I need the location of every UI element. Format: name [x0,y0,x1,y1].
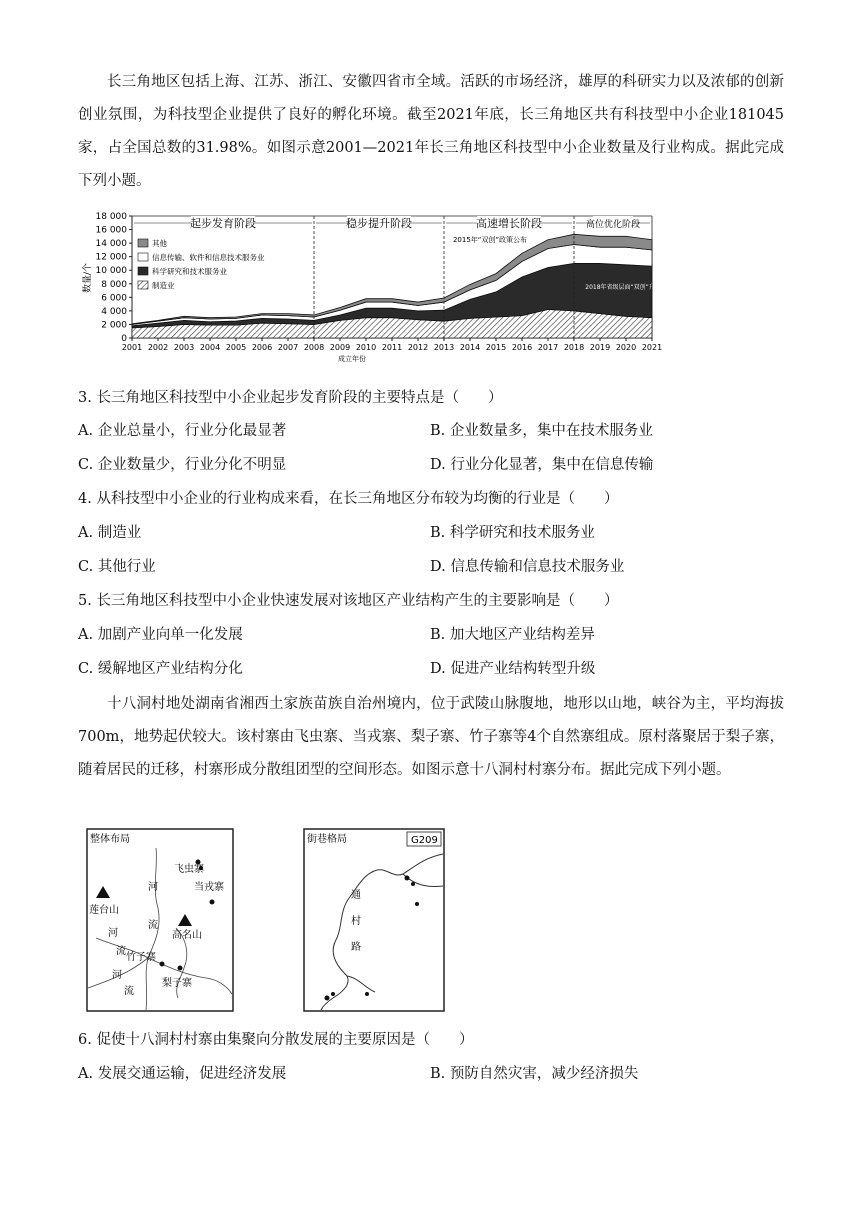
q3-option-d[interactable]: D. 行业分化显著，集中在信息传输 [430,457,654,473]
annotation-2015-policy: 2015年“双创”政策公布 [452,236,528,244]
y-tick-label: 8 000 [101,279,127,290]
x-tick-label: 2019 [589,343,611,352]
x-tick-label: 2001 [121,343,143,352]
x-tick-label: 2005 [225,343,247,352]
q6-option-a[interactable]: A. 发展交通运输，促进经济发展 [78,1066,287,1082]
question-3-stem: 3. 长三角地区科技型中小企业起步发育阶段的主要特点是（ ） [78,390,503,406]
y-tick-label: 6 000 [101,293,127,304]
intro-paragraph-2: 十八洞村地处湖南省湘西土家族苗族自治州境内，位于武陵山脉腹地，地形以山地，峡谷为主，平均海拔700m，地势起伏较大。该村寨由飞虫寨、当戎寨、梨子寨、竹子寨等4个自然寨组成。原村落聚居于梨子寨，随着居民的迁移，村寨形成分散组团型的空间形态。如图示意十八洞村村寨分布。据此完成下列小题。 [78,696,784,778]
q3-option-a[interactable]: A. 企业总量小，行业分化最显著 [78,423,287,439]
enterprise-area-chart [80,208,667,370]
q4-option-b[interactable]: B. 科学研究和技术服务业 [430,525,595,541]
village-street-map [303,828,445,1012]
g209-road-label: G209 [411,835,438,846]
intro-paragraph-1: 长三角地区包括上海、江苏、浙江、安徽四省市全域。活跃的市场经济，雄厚的科研实力以及浓郁的创新创业氛围，为科技型企业提供了良好的孵化环境。截至2021年底，长三角地区共有科技型中小企业181045家，占全国总数的31.98%。如图示意2001—2021年长三角地区科技型中小企业数量及行业构成。据此完成下列小题。 [78,74,784,189]
legend-label: 其他 [152,239,167,248]
map-frame [87,829,233,1011]
x-tick-label: 2013 [433,343,455,352]
q6-option-b[interactable]: B. 预防自然灾害，减少经济损失 [430,1066,639,1082]
settlement-marker [325,996,330,1001]
y-tick-label: 10 000 [95,266,127,277]
stage-label: 稳步提升阶段 [346,217,412,230]
river-char: 流 [116,946,126,957]
question-6-stem: 6. 促使十八洞村村寨由集聚向分散发展的主要原因是（ ） [78,1032,474,1048]
legend-label: 制造业 [152,281,175,290]
legend-label: 信息传输、软件和信息技术服务业 [152,253,265,262]
x-tick-label: 2010 [355,343,377,352]
question-4-stem: 4. 从科技型中小企业的行业构成来看，在长三角地区分布较为均衡的行业是（ ） [78,491,619,507]
x-tick-label: 2012 [407,343,429,352]
x-tick-label: 2011 [381,343,403,352]
label-feichong: 飞虫寨 [174,864,204,875]
settlement-marker [411,882,415,886]
q5-option-b[interactable]: B. 加大地区产业结构差异 [430,627,595,643]
q4-option-c[interactable]: C. 其他行业 [78,559,156,575]
x-tick-label: 2015 [485,343,507,352]
x-tick-label: 2004 [199,343,221,352]
label-dangrong: 当戎寨 [194,882,224,893]
village-overall-map [86,828,234,1012]
x-tick-label: 2007 [277,343,299,352]
q4-option-a[interactable]: A. 制造业 [78,525,142,541]
x-tick-label: 2002 [147,343,169,352]
x-tick-label: 2008 [303,343,325,352]
label-gaoming: 高名山 [172,930,202,941]
y-tick-label: 12 000 [95,252,127,263]
river-char: 河 [148,882,158,893]
path-char: 村 [351,916,361,927]
stage-label: 起步发育阶段 [190,217,256,230]
river-char: 河 [108,928,118,939]
legend-swatch [138,239,148,247]
map-frame [304,829,444,1011]
legend-swatch [138,281,148,289]
y-tick-label: 18 000 [95,212,127,222]
x-tick-label: 2017 [537,343,559,352]
x-axis-label: 成立年份 [338,355,366,363]
path-char: 通 [351,890,361,901]
path-char: 路 [351,942,361,953]
zhuzi-settlement-marker [160,962,165,967]
settlement-marker [331,992,335,996]
river-char: 流 [124,986,134,997]
q4-option-d[interactable]: D. 信息传输和信息技术服务业 [430,559,625,575]
question-5-stem: 5. 长三角地区科技型中小企业快速发展对该地区产业结构产生的主要影响是（ ） [78,593,619,609]
x-tick-label: 2009 [329,343,351,352]
label-zhuzi: 竹子寨 [126,952,156,963]
q5-option-a[interactable]: A. 加剧产业向单一化发展 [78,627,243,643]
dangrong-settlement-marker [210,900,215,905]
annotation-2018-upgrade: 2018年省级层面“双创”升级版 [585,284,667,292]
x-tick-label: 2014 [459,343,481,352]
label-liantai: 莲台山 [89,905,119,916]
y-tick-label: 16 000 [95,225,127,236]
y-tick-label: 2 000 [101,320,127,331]
river-char: 流 [148,920,158,931]
label-lizi: 梨子寨 [162,978,192,989]
legend-label: 科学研究和技术服务业 [152,267,227,276]
q5-option-d[interactable]: D. 促进产业结构转型升级 [430,661,596,677]
settlement-marker [415,902,419,906]
x-tick-label: 2020 [615,343,637,352]
river-char: 河 [112,970,122,981]
x-tick-label: 2003 [173,343,195,352]
q3-option-b[interactable]: B. 企业数量多，集中在技术服务业 [430,423,653,439]
x-tick-label: 2006 [251,343,273,352]
map2-title: 街巷格局 [307,834,347,845]
y-tick-label: 4 000 [101,306,127,317]
lizi-settlement-marker [178,966,183,971]
legend-swatch [138,267,148,275]
stage-label: 高速增长阶段 [476,217,542,230]
settlement-marker [405,876,410,881]
y-tick-label: 14 000 [95,239,127,250]
q3-option-c[interactable]: C. 企业数量少，行业分化不明显 [78,457,287,473]
map1-title: 整体布局 [90,834,130,845]
y-tick-label: 0 [121,334,127,344]
q5-option-c[interactable]: C. 缓解地区产业结构分化 [78,661,243,677]
legend-swatch [138,253,148,261]
y-axis-label: 数量/个 [83,262,93,294]
x-tick-label: 2021 [641,343,663,352]
settlement-marker [365,992,369,996]
stage-label: 高位优化阶段 [585,220,641,230]
x-tick-label: 2018 [563,343,585,352]
x-tick-label: 2016 [511,343,533,352]
